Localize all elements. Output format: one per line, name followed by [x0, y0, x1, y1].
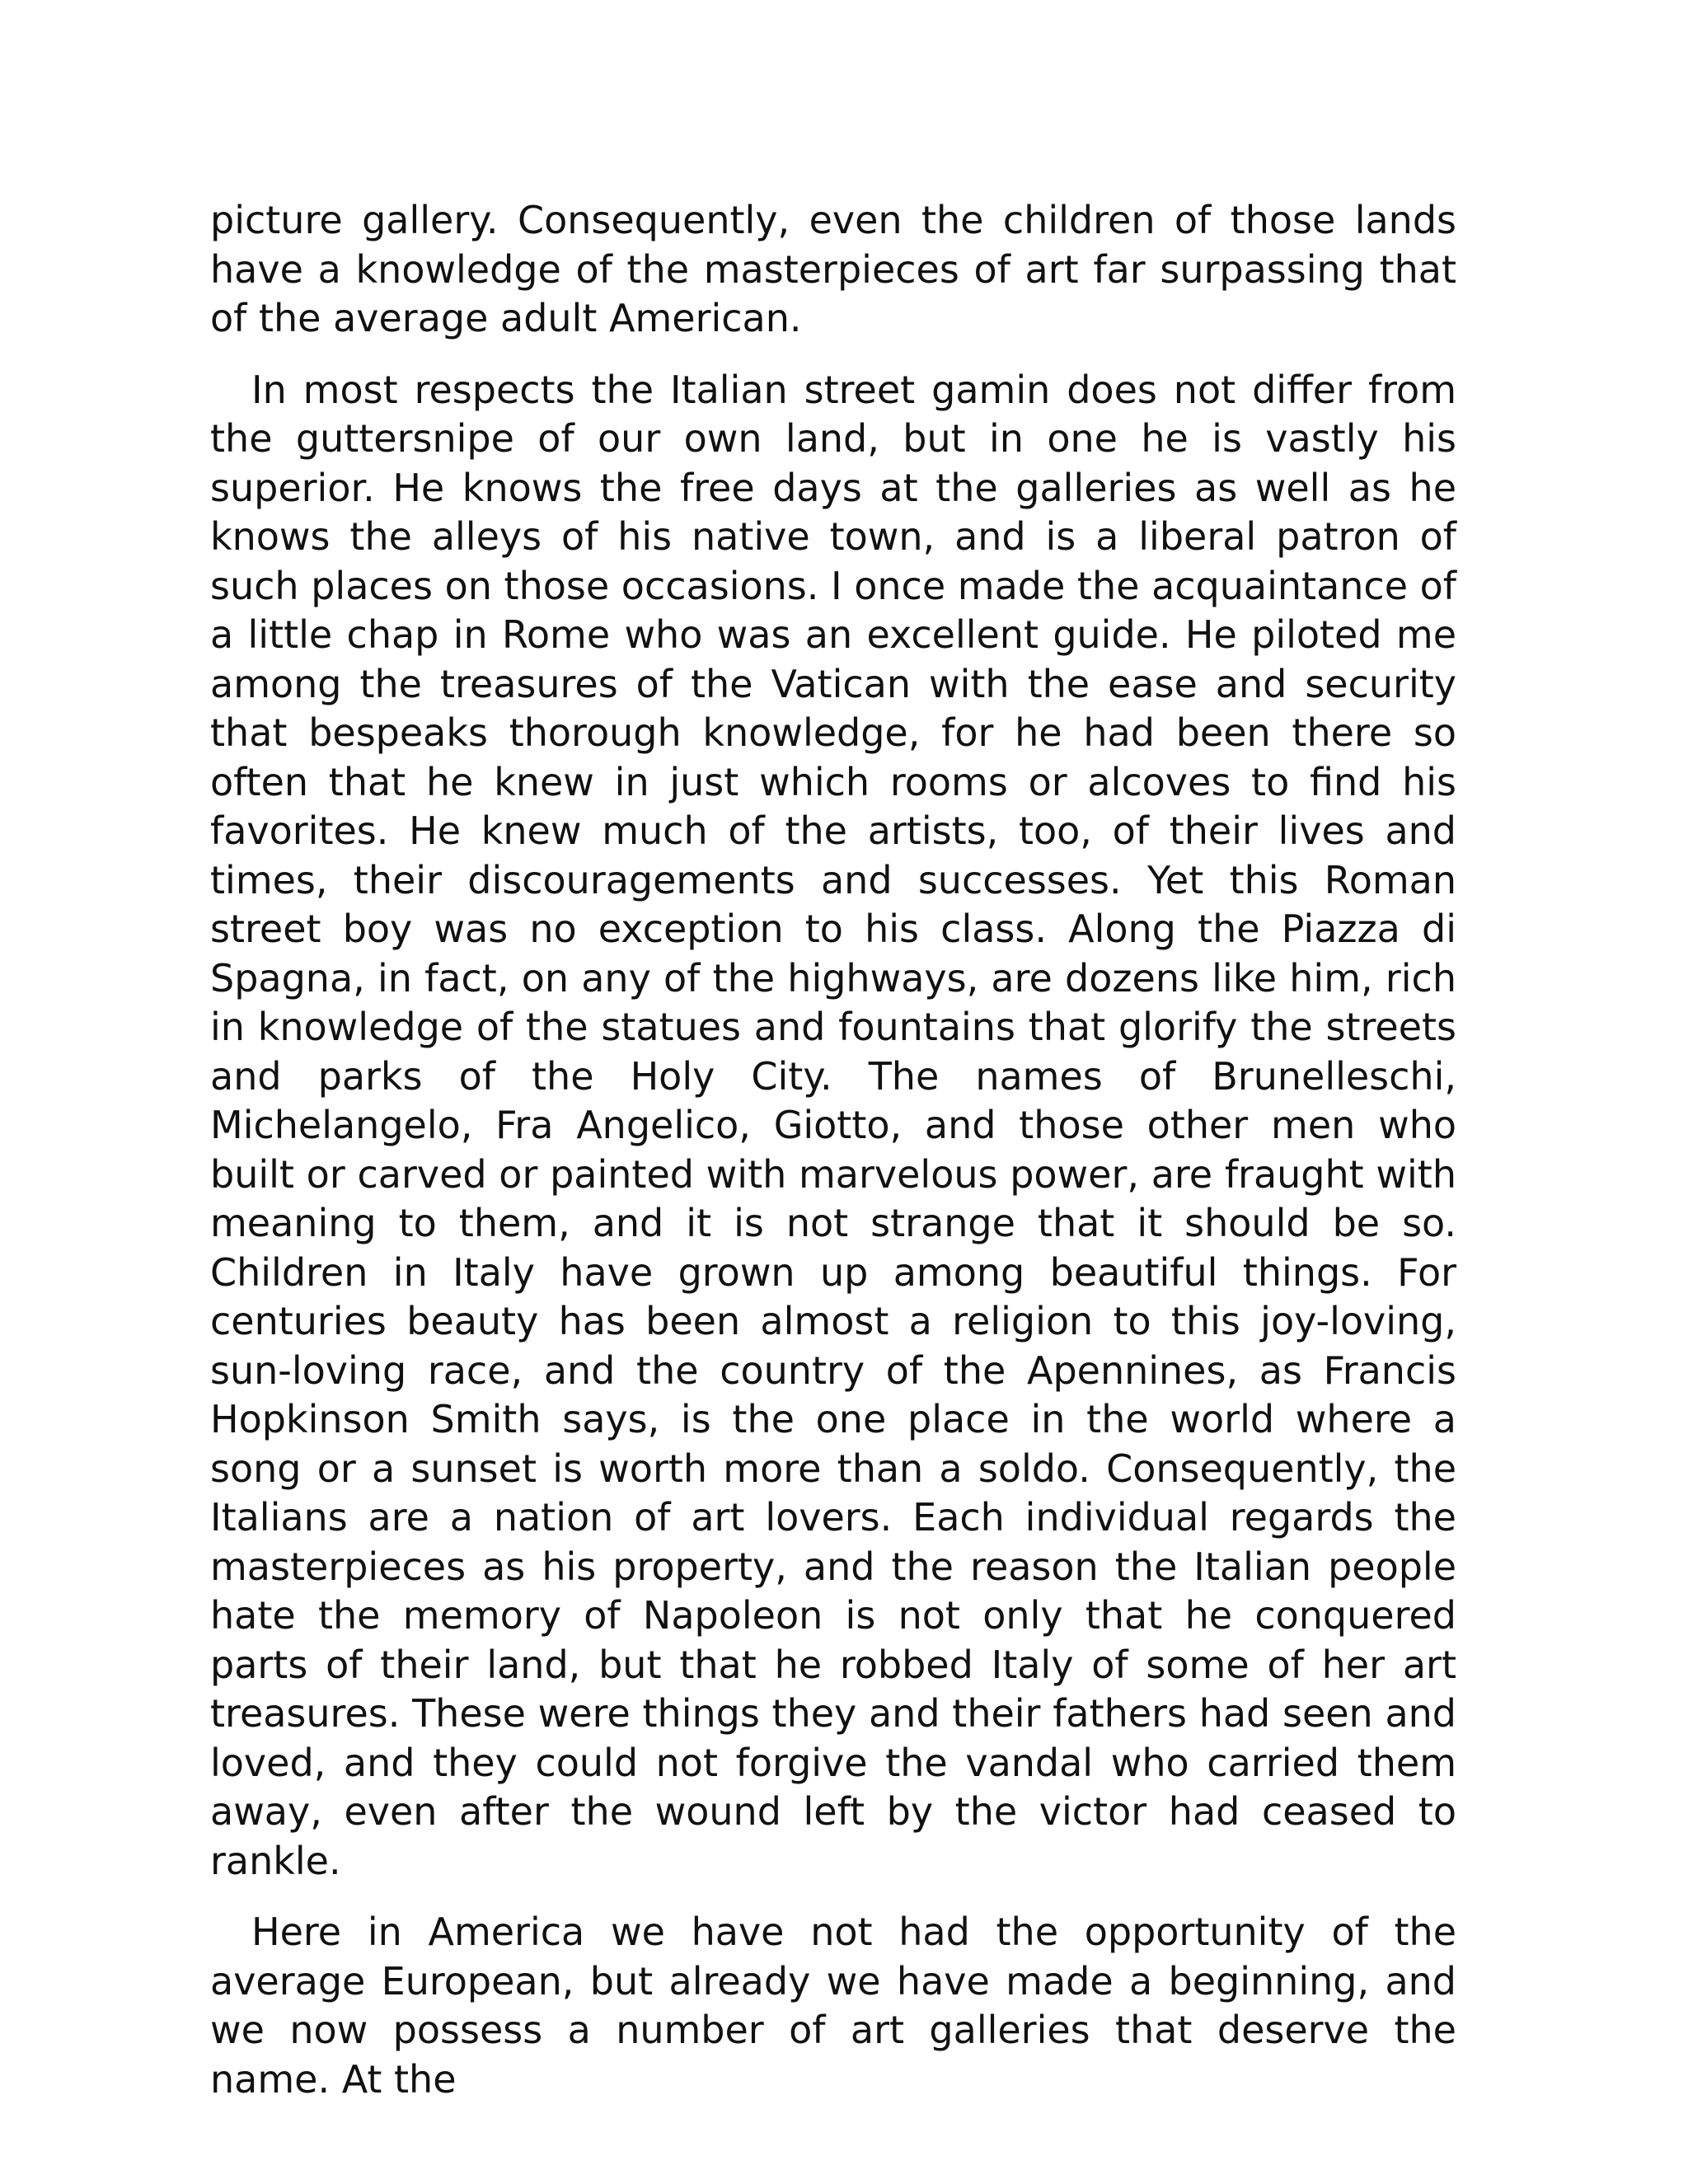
paragraph-2: In most respects the Italian street gamin does not differ from the guttersnipe of our own land, but in one he is vastly his superior. He knows the free days at the galleries as well as he knows the alleys of his native town, and is a liberal patron of such places on those occasions. I once made the acquaintance of a little chap in Rome who was an excellent guide. He piloted me among the treasures of the Vatican with the ease and security that bespeaks thorough knowledge, for he had been there so often that he knew in just which rooms or alcoves to find his favorites. He knew much of the artists, too, of their lives and times, their discouragements and successes. Yet this Roman street boy was no exception to his class. Along the Piazza di Spagna, in fact, on any of the highways, are dozens like him, rich in knowledge of the statues and fountains that glorify the streets and parks of the Holy City. The names of Brunelleschi, Michelangelo, Fra Angelico, Giotto, and those other men who built or carved or painted with marvelous power, are fraught with meaning to them, and it is not strange that it should be so. Children in Italy have grown up among beautiful things. For centuries beauty has been almost a religion to this joy-loving, sun-loving race, and the country of the Apennines, as Francis Hopkinson Smith says, is the one place in the world where a song or a sunset is worth more than a soldo. Consequently, the Italians are a nation of art lovers. Each individual regards the masterpieces as his property, and the reason the Italian people hate the memory of Napoleon is not only that he conquered parts of their land, but that he robbed Italy of some of her art treasures. These were things they and their fathers had seen and loved, and they could not forgive the vandal who carried them away, even after the wound left by the victor had ceased to rankle. — [210, 367, 1456, 1883]
paragraph-3: Here in America we have not had the opportunity of the average European, but already we have made a beginning, and we now possess a number of art galleries that deserve the name. At the — [210, 1910, 1456, 2102]
body-text — [210, 196, 1456, 2126]
paragraph-1: picture gallery. Consequently, even the children of those lands have a knowledge of the masterpieces of art far surpassing that of the average adult American. — [210, 198, 1456, 340]
